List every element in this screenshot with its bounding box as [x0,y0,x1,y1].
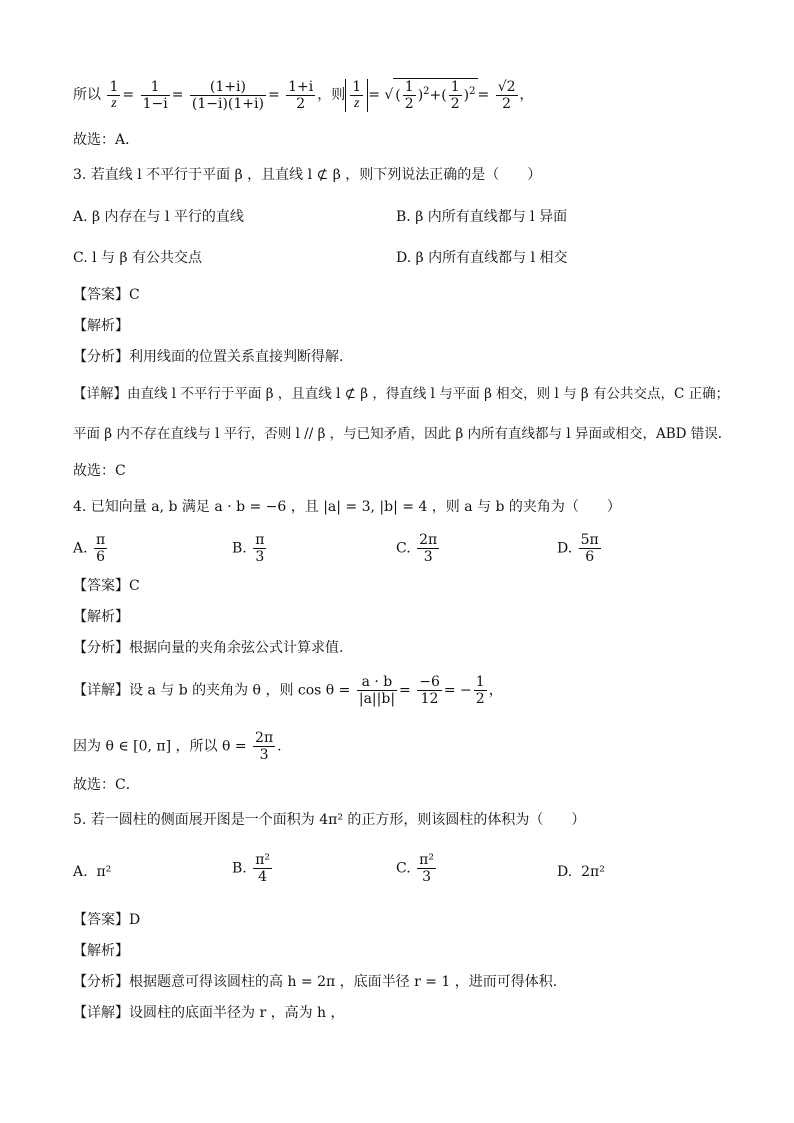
q4-xiangjie: 【详解】设 a 与 b 的夹角为 θ ，则 cos θ = $\frac{a \cdot b}{|a||b|}$ = $\frac{-6}{12}$ = − $\frac{1}{2}$ ， [73,674,503,707]
q5-stem: 5. 若一圆柱的侧面展开图是一个面积为 4π² 的正方形，则该圆柱的体积为（ ） [73,812,586,828]
q5-fenxi: 【分析】根据题意可得该圆柱的高 h = 2π ，底面半径 r = 1 ，进而可得体积. [73,974,558,990]
q4-option-c: C. $\frac{2\pi}{3}$ [396,532,438,565]
fraction: $\frac{1+i}{2}$ [288,78,314,112]
q5-option-a: A. π² [73,864,112,880]
q4-option-a: A. $\frac{\pi}{6}$ [73,532,106,565]
q5-option-b: B. $\frac{\text{π²}}{4}$ [232,852,271,885]
q3-stem: 3. 若直线 l 不平行于平面 β ，且直线 l ⊄ β ，则下列说法正确的是（ ） [73,167,542,183]
fraction: $\frac{√2}{2}$ [497,78,516,112]
q4-answer: 【答案】C [73,578,140,594]
q5-option-d: D. 2π² [557,864,605,880]
q3-xiangjie-2: 平面 β 内不存在直线与 l 平行，否则 l // β ，与已知矛盾，因此 β 内所有直线都与 l 异面或相交，ABD 错误. [73,426,723,442]
fraction: $\frac{(1+i)}{(1-i)(1+i)}$ [191,78,264,112]
q3-select: 故选：C [73,463,126,479]
q4-select: 故选：C． [73,777,140,793]
text-then: ，则 [317,87,346,103]
q3-jiexi: 【解析】 [73,318,129,334]
q3-option-b: B. β 内所有直线都与 l 异面 [396,209,568,225]
q5-jiexi: 【解析】 [73,943,129,959]
q4-option-b: B. $\frac{\pi}{3}$ [232,532,265,565]
select-a: 故选：A． [73,132,140,148]
q5-option-c: C. $\frac{\text{π²}}{3}$ [396,852,434,885]
q4-fenxi: 【分析】根据向量的夹角余弦公式计算求值. [73,640,344,656]
fraction: $\frac{1}{z}$ [109,78,119,111]
q3-option-c: C. l 与 β 有公共交点 [73,250,203,266]
equation-line-1: 所以 $\frac{1}{z}$ = $\frac{1}{1-i}$ = $\frac{(1+i)}{(1-i)(1+i)}$ = $\frac{1+i}{2}$ ，则 $\frac{1}{z}$ = √ ( $\frac{1}{2}$ )$^2$+( $\frac{1}{2}$ )$^2$ = $\frac{√2}{2}$ ， [73,78,534,112]
q3-fenxi: 【分析】利用线面的位置关系直接判断得解. [73,349,344,365]
q4-because: 因为 θ ∈ [0, π] ，所以 θ = $\frac{2\pi}{3}$ . [73,730,282,763]
q3-option-a: A. β 内存在与 l 平行的直线 [73,209,244,225]
q3-option-d: D. β 内所有直线都与 l 相交 [396,250,568,266]
q3-xiangjie-1: 【详解】由直线 l 不平行于平面 β ，且直线 l ⊄ β ，得直线 l 与平面 β 相交，则 l 与 β 有公共交点，C 正确； [73,386,730,402]
q5-xiangjie: 【详解】设圆柱的底面半径为 r ，高为 h ， [73,1005,345,1021]
sqrt: ( $\frac{1}{2}$ )$^2$+( $\frac{1}{2}$ )$^2$ [395,79,476,112]
q4-stem: 4. 已知向量 a, b 满足 a · b = −6 ，且 |a| = 3, |b| = 4 ，则 a 与 b 的夹角为（ ） [73,499,621,515]
q4-option-d: D. $\frac{5\pi}{6}$ [557,532,599,565]
text-intro: 所以 [73,87,101,103]
q4-jiexi: 【解析】 [73,609,129,625]
q5-answer: 【答案】D [73,912,141,928]
q3-answer: 【答案】C [73,287,140,303]
abs-value: $\frac{1}{z}$ [345,79,368,112]
fraction: $\frac{1}{1-i}$ [142,78,168,112]
